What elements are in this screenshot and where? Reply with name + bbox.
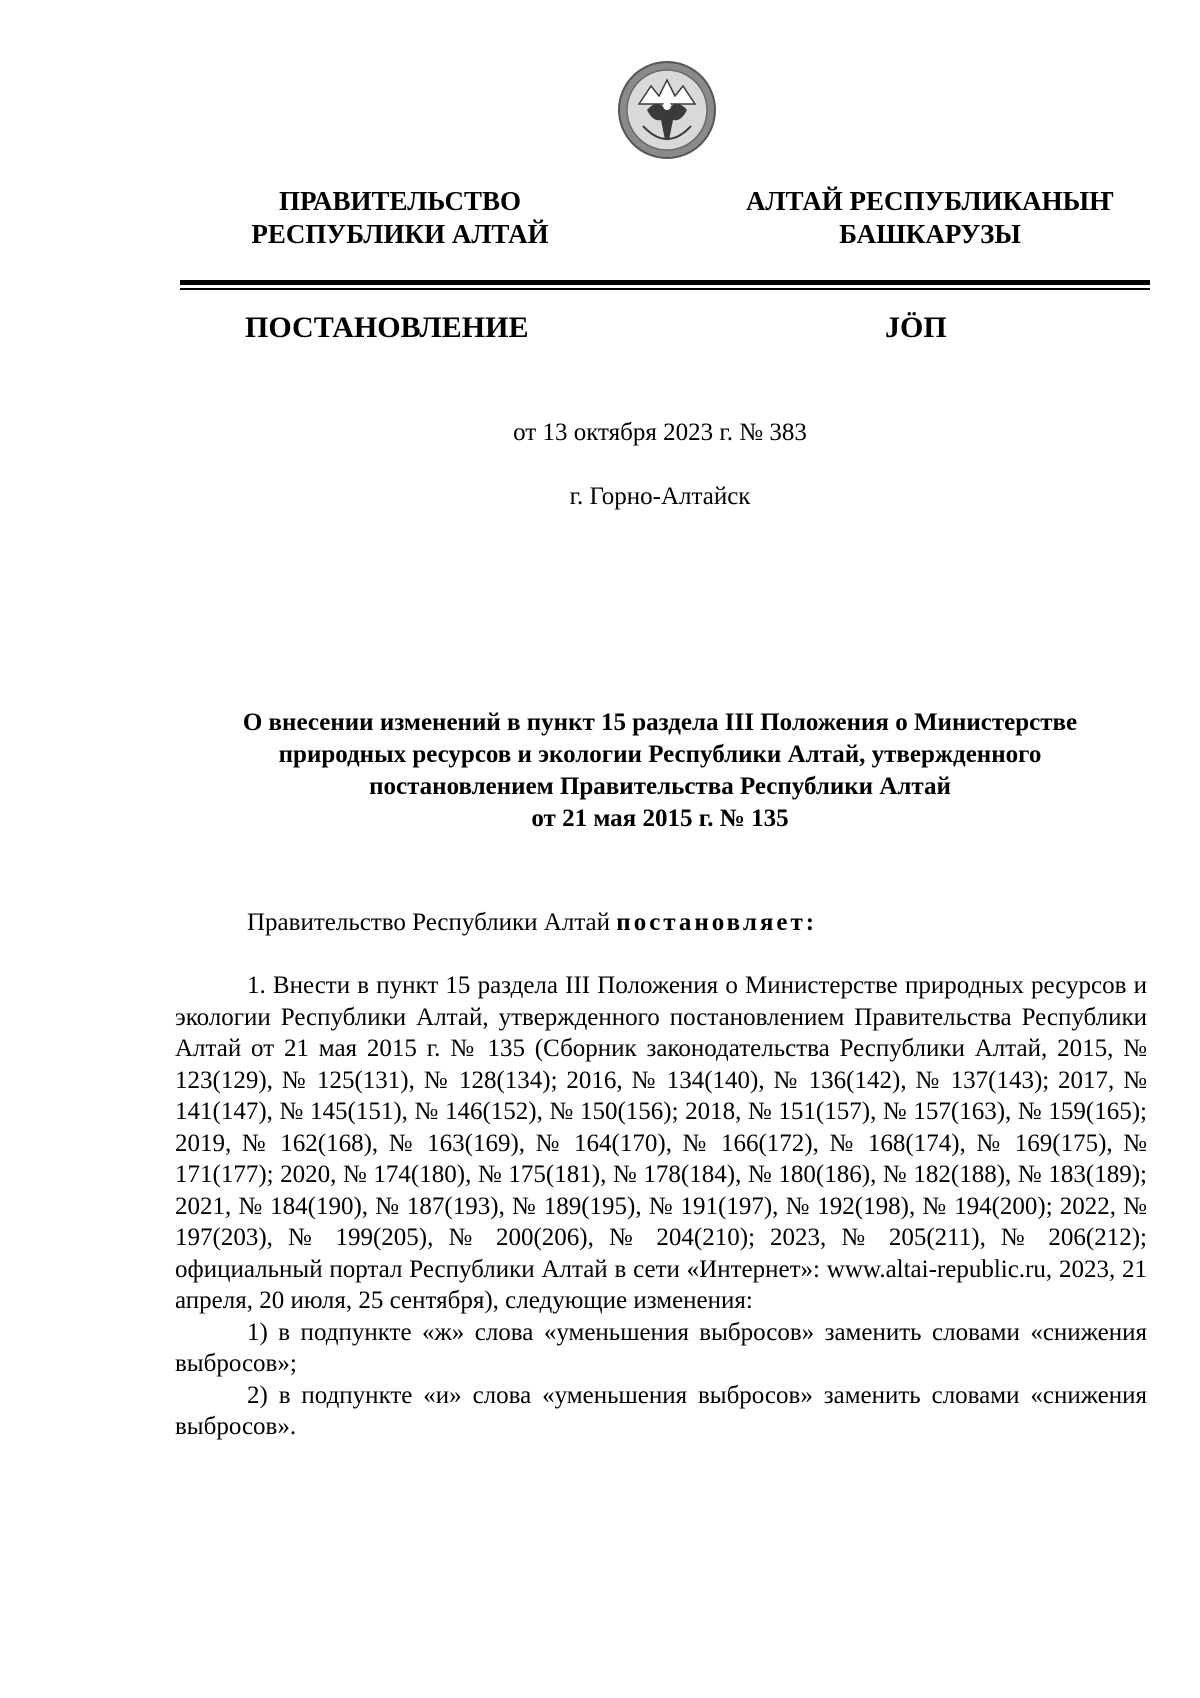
- title-line: природных ресурсов и экологии Республики Алтай, утвержденного: [278, 741, 1042, 768]
- doc-type-altai: JӦП: [885, 311, 947, 344]
- body-paragraph: 2) в подпункте «и» слова «уменьшения выбросов» заменить словами «снижения выбросов».: [175, 1381, 1147, 1440]
- government-name-altai: [730, 185, 1130, 251]
- document-city: г. Горно-Алтайск: [569, 483, 751, 510]
- header-left-line1: ПРАВИТЕЛЬСТВО: [278, 186, 522, 216]
- header-right-line2: БАШКАРУЗЫ: [839, 219, 1021, 249]
- preamble-text: Правительство Республики Алтай: [247, 909, 617, 936]
- title-line: от 21 мая 2015 г. № 135: [531, 805, 789, 832]
- title-line: постановлением Правительства Республики Алтай: [369, 773, 951, 800]
- document-title: [175, 707, 1145, 835]
- header-divider-thick: [180, 280, 1150, 285]
- header-left-line2: РЕСПУБЛИКИ АЛТАЙ: [251, 219, 549, 249]
- header-divider-thin: [180, 288, 1150, 290]
- preamble: [175, 907, 1147, 939]
- document-date-number: от 13 октября 2023 г. № 383: [513, 419, 807, 446]
- body-paragraph: 1. Внести в пункт 15 раздела III Положения о Министерстве природных ресурсов и экологии Республики Алтай, утвержденного постановлением Правительства Республики Алтай от 21 мая 2015 г. № 135 (Сборник законодательства Республики Алтай, 2015, № 123(129), № 125(131), № 128(134); 2016, № 134(140), № 136(142), № 137(143); 2017, № 141(147), № 145(151), № 146(152), № 150(156); 2018, № 151(157), № 157(163), № 159(165); 2019, № 162(168), № 163(169), № 164(170), № 166(172), № 168(174), № 169(175), № 171(177); 2020, № 174(180), № 175(181), № 178(184), № 180(186), № 182(188), № 183(189); 2021, № 184(190), № 187(193), № 189(195), № 191(197), № 192(198), № 194(200); 2022, № 197(203), № 199(205), № 200(206), № 204(210); 2023, № 205(211), № 206(212); официальный портал Республики Алтай в сети «Интернет»: www.altai-republic.ru, 2023, 21 апреля, 20 июля, 25 сентября), следующие изменения:: [175, 972, 1147, 1314]
- header-right-line1: АЛТАЙ РЕСПУБЛИКАНЫҤ: [745, 186, 1115, 216]
- title-line: О внесении изменений в пункт 15 раздела III Положения о Министерстве: [242, 709, 1078, 736]
- body-paragraph: 1) в подпункте «ж» слова «уменьшения выбросов» заменить словами «снижения выбросов»;: [175, 1318, 1147, 1377]
- doc-type-russian: ПОСТАНОВЛЕНИЕ: [245, 311, 529, 344]
- government-name-russian: [230, 185, 570, 251]
- coat-of-arms-emblem: [617, 60, 717, 160]
- preamble-emphasis: постановляет:: [616, 909, 818, 936]
- document-body: [175, 970, 1147, 1443]
